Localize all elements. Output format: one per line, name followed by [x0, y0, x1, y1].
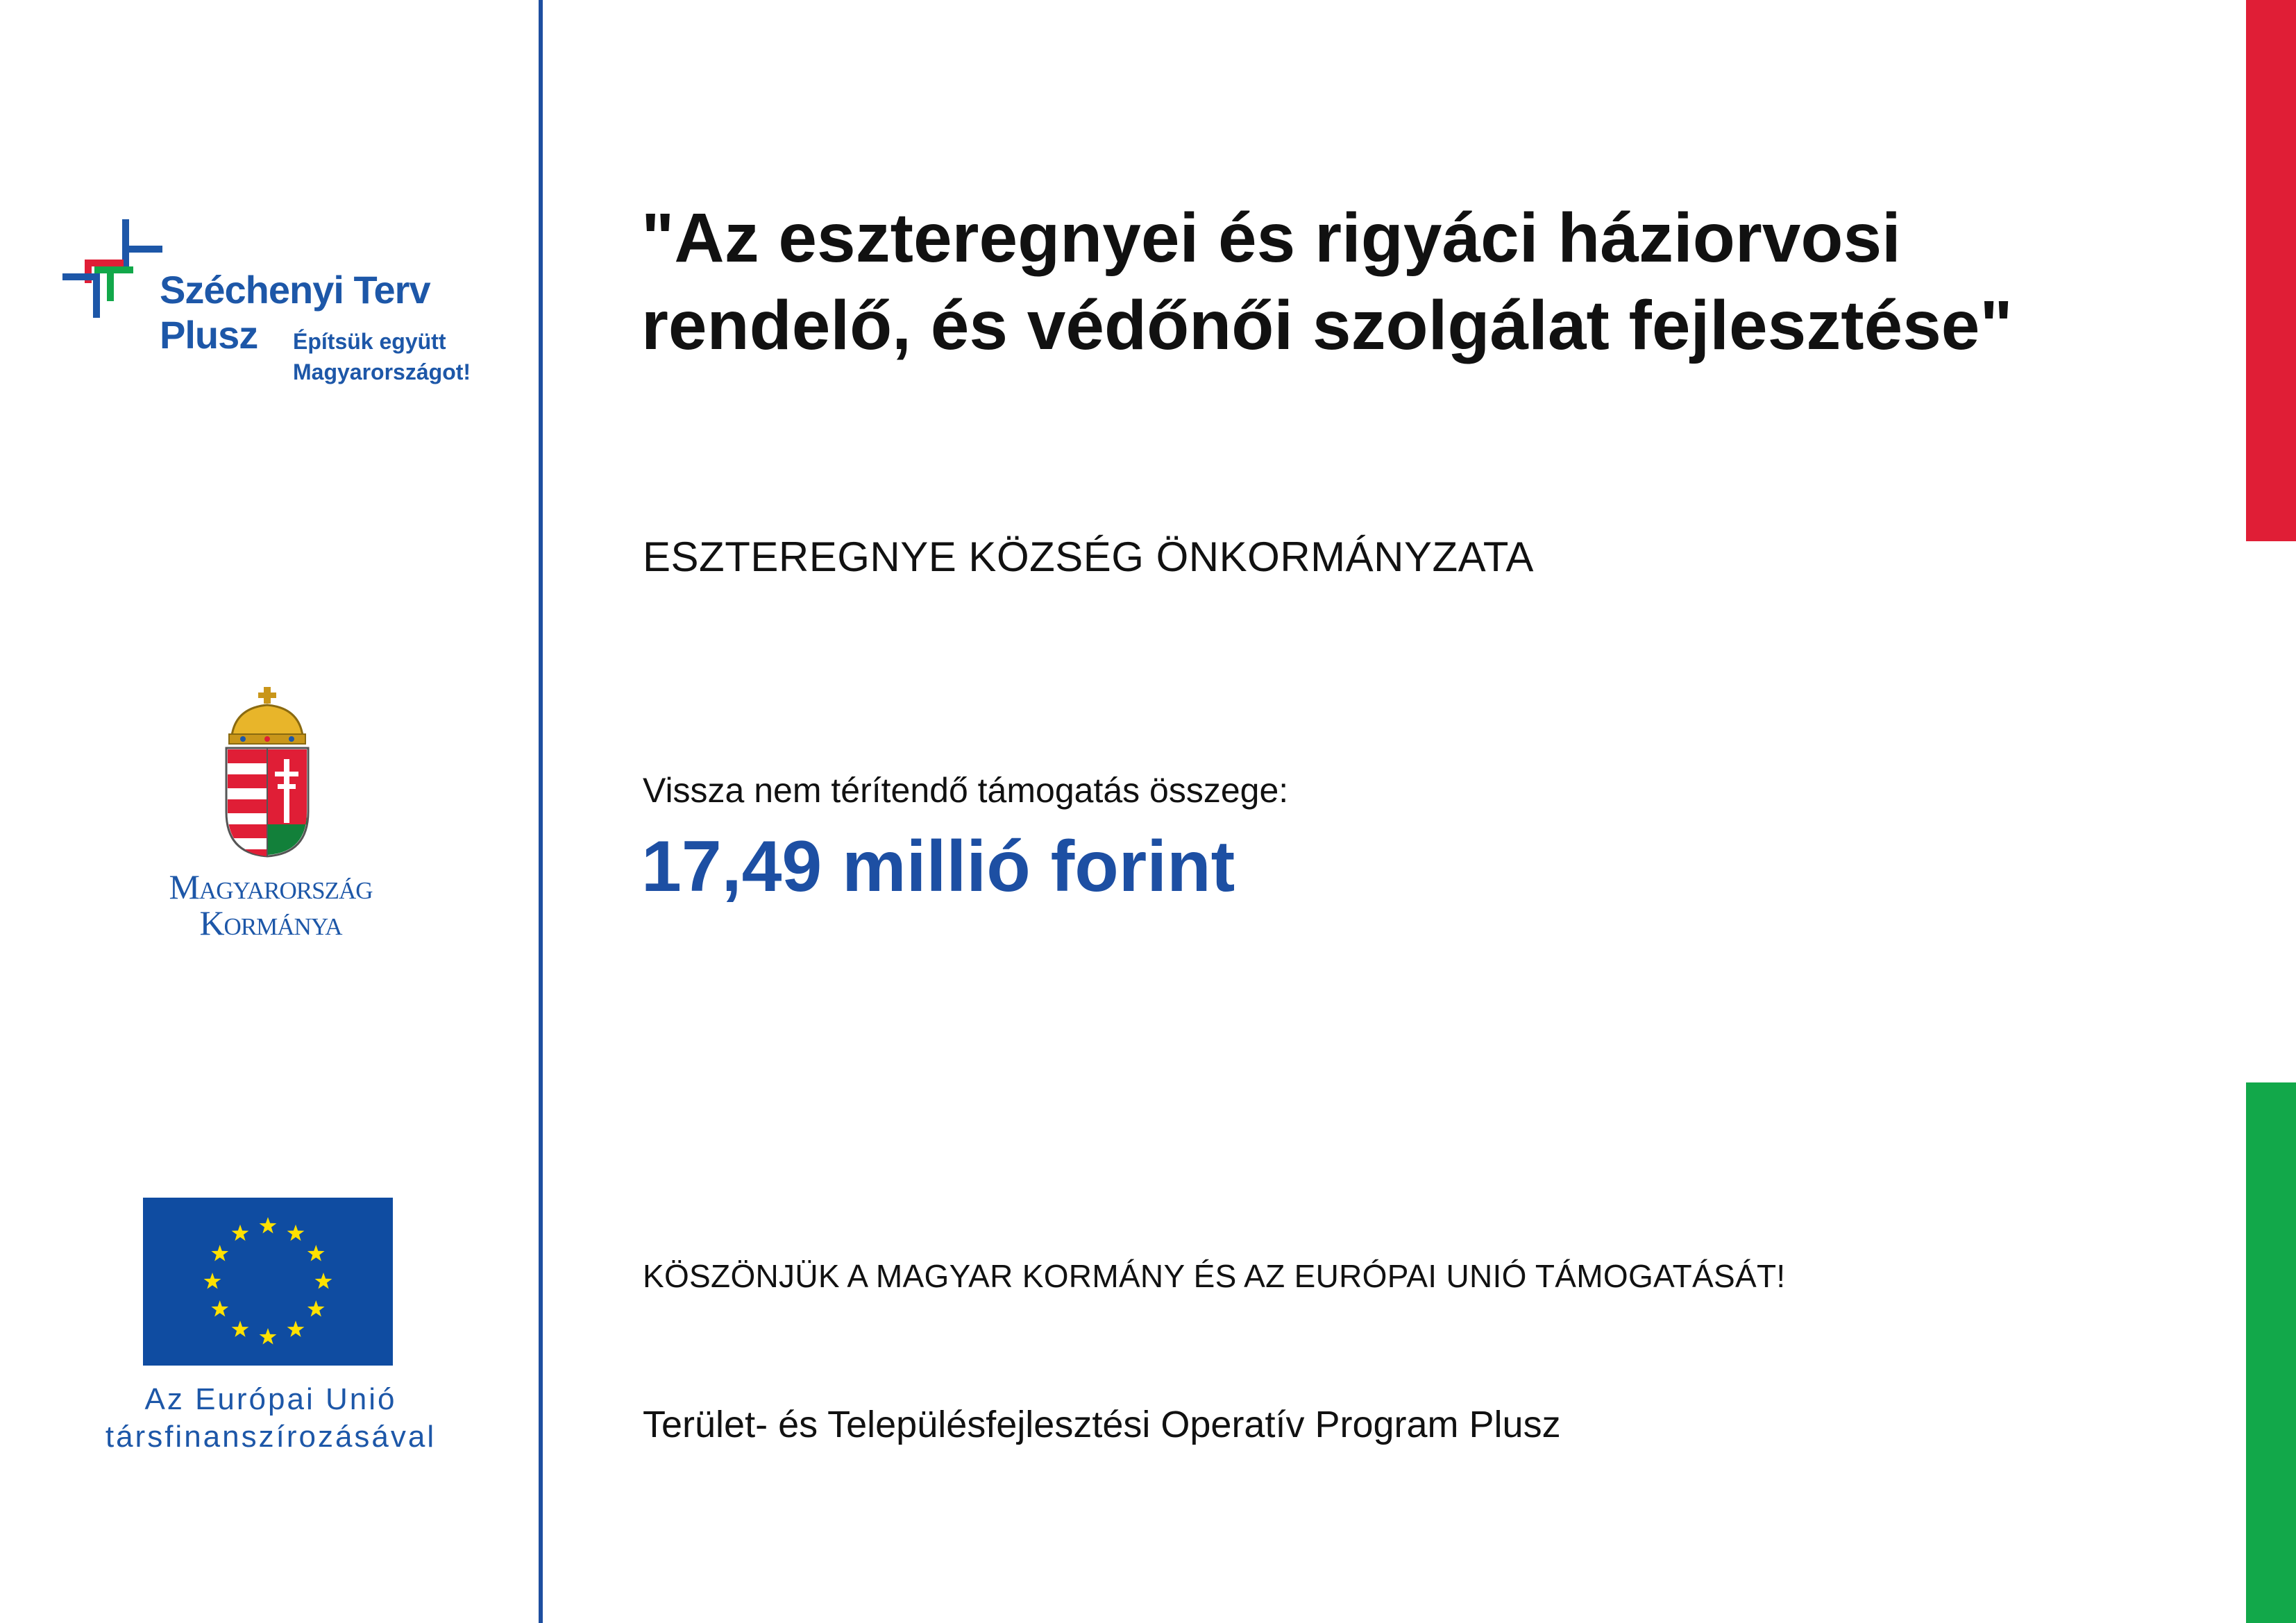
government-line-2: Kormánya — [199, 903, 342, 942]
szechenyi-cross-icon — [62, 215, 167, 319]
red-flag-stripe — [2246, 0, 2296, 541]
green-flag-stripe — [2246, 1082, 2296, 1623]
eu-flag-icon — [143, 1198, 393, 1366]
coat-of-arms-icon — [222, 687, 312, 860]
program-name: Terület- és Településfejlesztési Operatív Program Plusz — [643, 1404, 1561, 1445]
thanks-text: KÖSZÖNJÜK A MAGYAR KORMÁNY ÉS AZ EURÓPAI UNIÓ TÁMOGATÁSÁT! — [643, 1258, 1786, 1294]
project-title: "Az eszteregnyei és rigyáci háziorvosi rendelő, és védőnői szolgálat fejlesztése" — [641, 199, 2013, 364]
support-amount: 17,49 millió forint — [641, 826, 1235, 907]
eu-line-1: Az Európai Unió — [144, 1382, 397, 1416]
beneficiary-name: ESZTEREGNYE KÖZSÉG ÖNKORMÁNYZATA — [643, 534, 1534, 580]
slogan-line-2: Magyarországot! — [293, 359, 471, 384]
support-label: Vissza nem térítendő támogatás összege: — [643, 771, 1289, 810]
szechenyi-logo — [62, 215, 493, 389]
eu-line-2: társfinanszírozásával — [105, 1420, 437, 1454]
vertical-divider — [539, 0, 543, 1623]
government-line-1: Magyarország — [169, 867, 373, 906]
szechenyi-slogan — [293, 326, 471, 387]
szechenyi-plusz: Plusz — [160, 313, 258, 357]
slogan-line-1: Építsük együtt — [293, 329, 446, 354]
szechenyi-title: Széchenyi Terv — [160, 268, 430, 312]
